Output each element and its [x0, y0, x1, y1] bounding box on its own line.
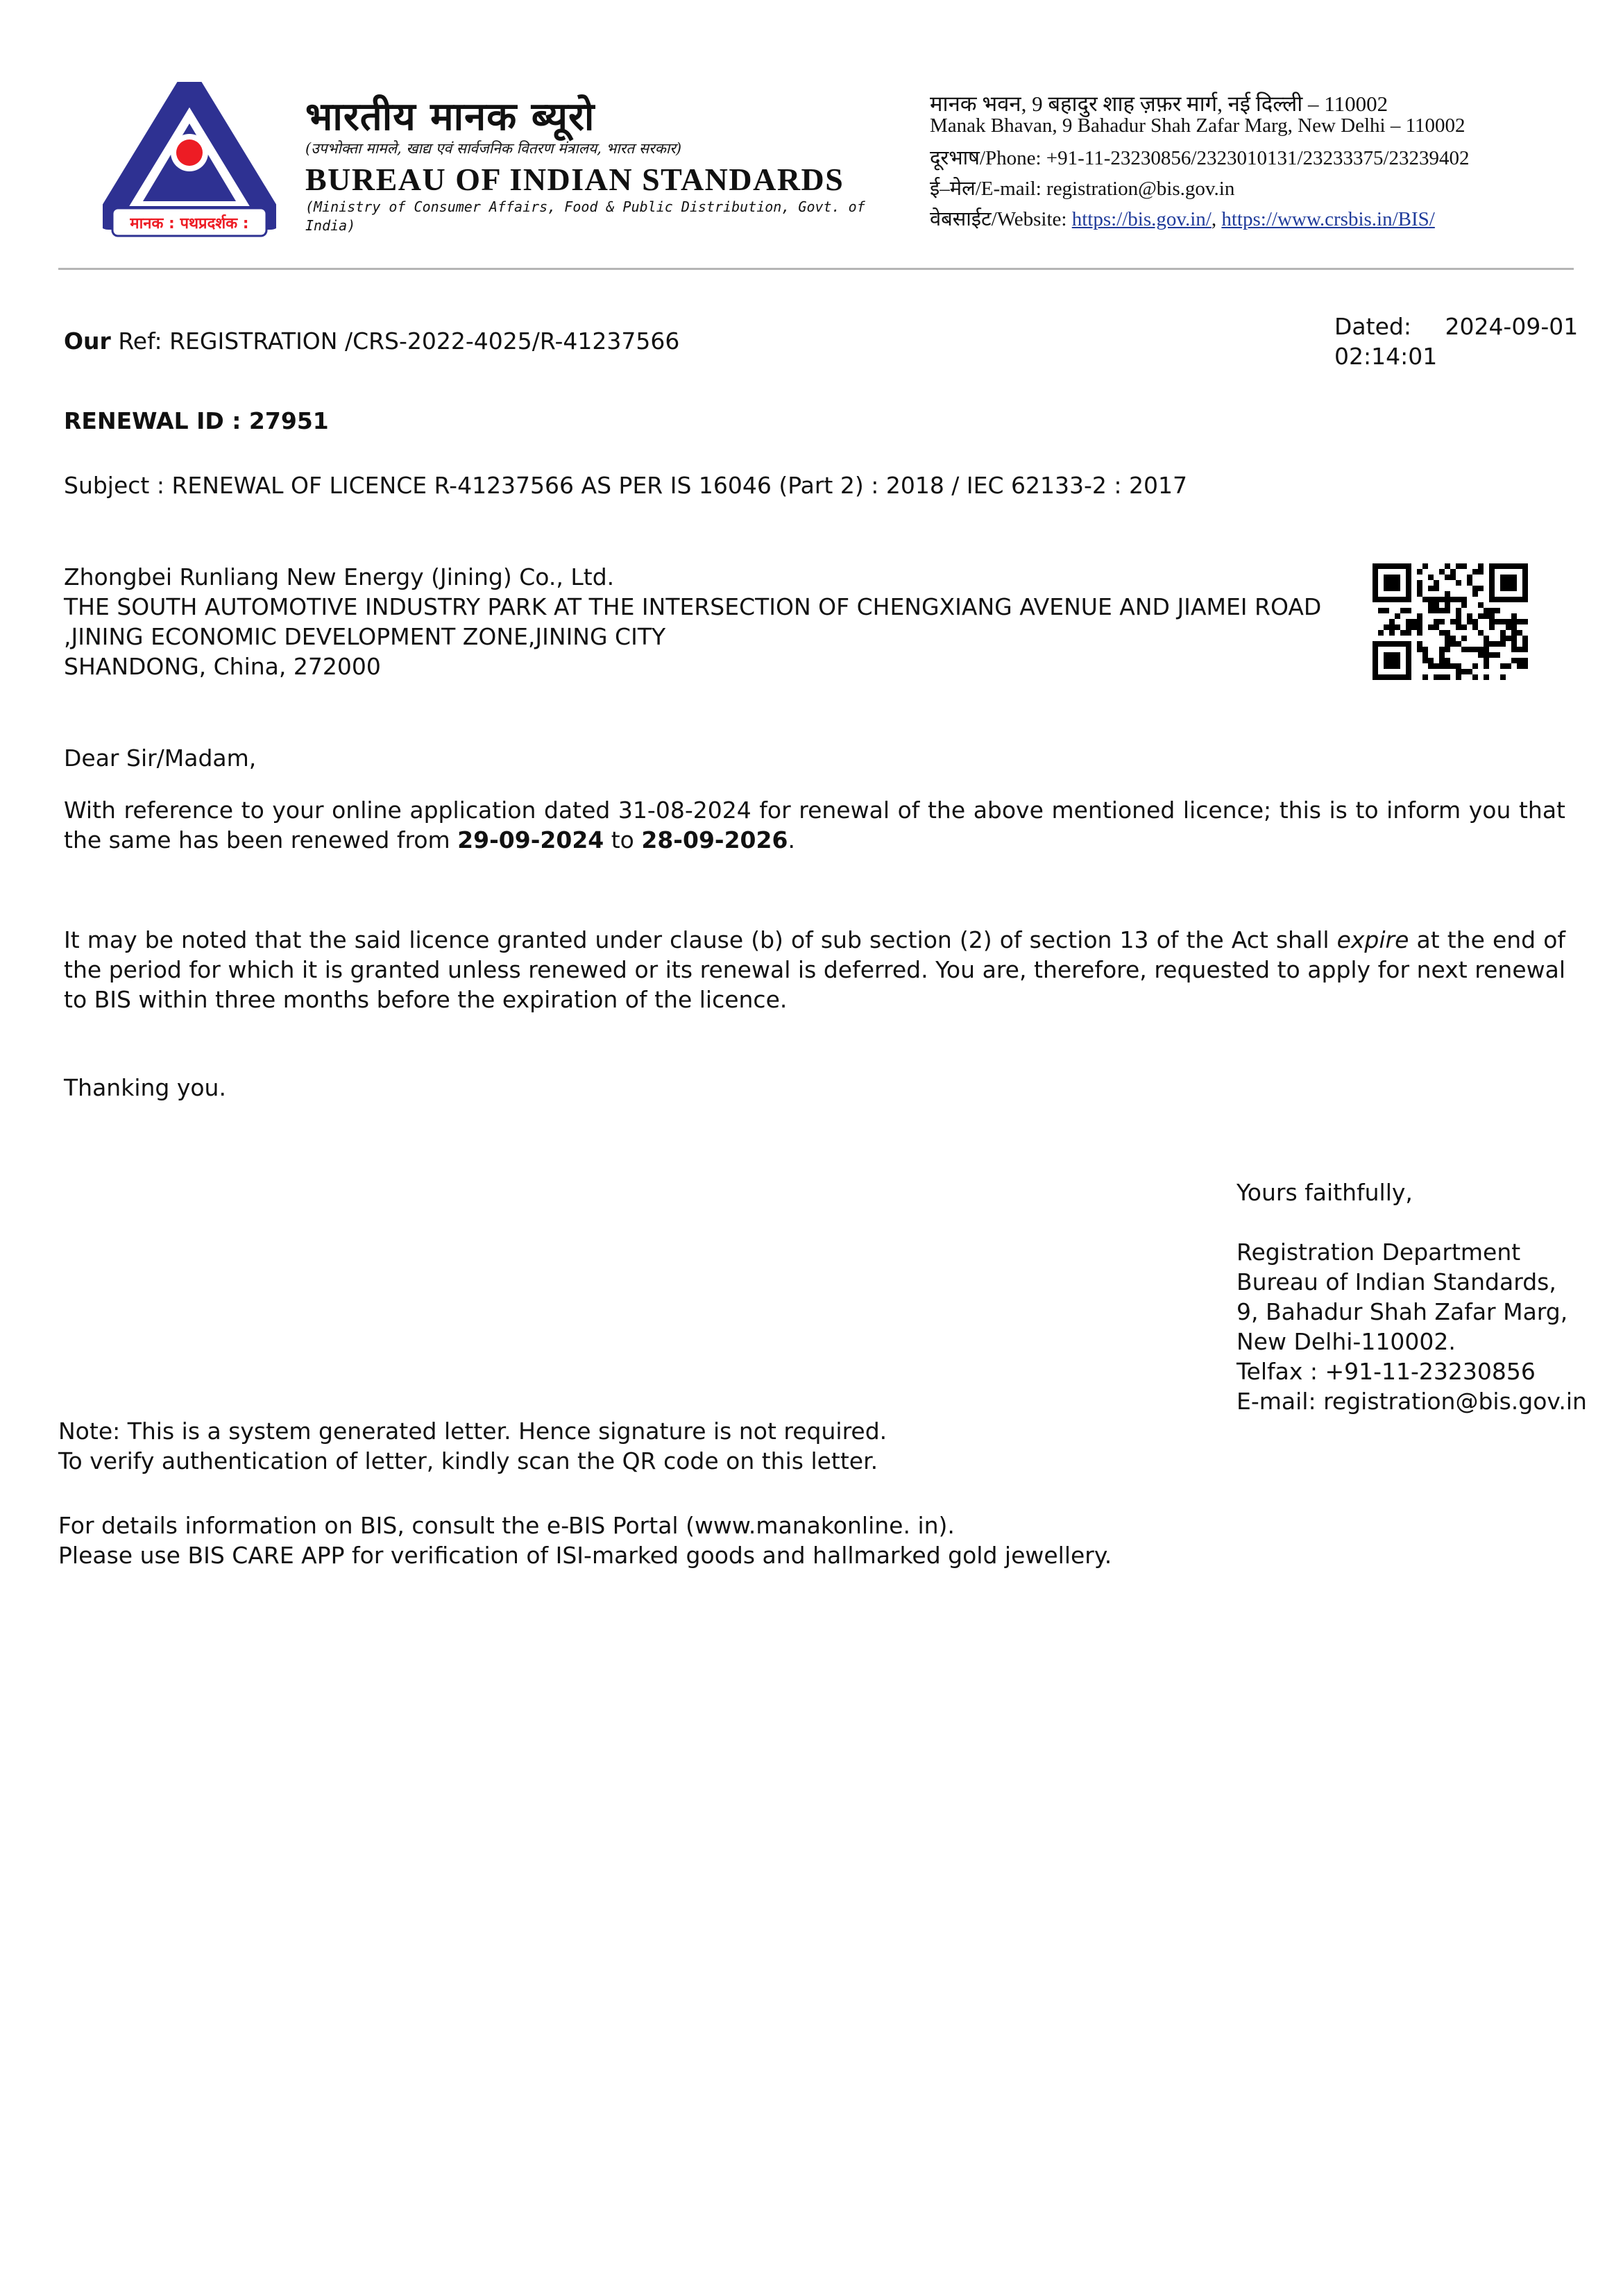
paragraph-expiry	[64, 925, 1565, 1014]
note-line-1: Note: This is a system generated letter. Hence signature is not required.	[58, 1418, 887, 1445]
addressee-line-2: ,JINING ECONOMIC DEVELOPMENT ZONE,JINING CITY	[64, 623, 666, 650]
reference-line	[64, 326, 679, 356]
phone-line	[930, 144, 1470, 171]
website-line	[930, 205, 1435, 232]
paragraph-renewal	[64, 795, 1565, 855]
renewal-from-date: 29-09-2024	[457, 826, 604, 853]
addressee-company: Zhongbei Runliang New Energy (Jining) Co., Ltd.	[64, 563, 615, 590]
phone-number: +91-11-23230856/2323010131/23233375/23239402	[1046, 147, 1470, 169]
renewal-id: RENEWAL ID : 27951	[64, 407, 329, 434]
paragraph-renewal-to: to	[604, 826, 642, 853]
logo-caption: मानक : पथप्रदर्शक :	[130, 215, 249, 232]
website-separator: ,	[1211, 208, 1217, 230]
signature-line-1: Registration Department	[1237, 1239, 1521, 1266]
email-label: ई–मेल/E-mail:	[930, 178, 1042, 200]
header-divider	[58, 268, 1574, 270]
signature-line-5: Telfax : +91-11-23230856	[1237, 1358, 1536, 1385]
subject-line: Subject : RENEWAL OF LICENCE R-41237566 AS PER IS 16046 (Part 2) : 2018 / IEC 62133-2 : 2017	[64, 472, 1187, 499]
website-label: वेबसाईट/Website:	[930, 208, 1067, 230]
phone-label: दूरभाष/Phone:	[930, 147, 1042, 169]
signature-line-2: Bureau of Indian Standards,	[1237, 1268, 1556, 1295]
footer-line-2: Please use BIS CARE APP for verification of ISI-marked goods and hallmarked gold jewellery.	[58, 1542, 1112, 1569]
thanks-line: Thanking you.	[64, 1074, 226, 1101]
footer-line-1: For details information on BIS, consult the e-BIS Portal (www.manakonline. in).	[58, 1512, 955, 1539]
website-link-crsbis[interactable]: https://www.crsbis.in/BIS/	[1221, 208, 1435, 230]
website-link-bis[interactable]: https://bis.gov.in/	[1071, 208, 1212, 230]
email-line	[930, 174, 1234, 201]
qr-code	[1373, 563, 1528, 680]
dated-date: 2024-09-01	[1445, 313, 1579, 340]
paragraph-expiry-text: It may be noted that the said licence granted under clause (b) of sub section (2) of section 13 of the Act shall	[64, 926, 1337, 953]
note-line-2: To verify authentication of letter, kindly scan the QR code on this letter.	[58, 1447, 878, 1474]
paragraph-expiry-rest: at the end of the period for which it is granted unless renewed or its renewal is deferred. You are, therefore, requested to apply for next renewal to BIS within three months before the expiration of the licence.	[64, 926, 1566, 1013]
dated-time: 02:14:01	[1334, 343, 1438, 370]
signature-line-4: New Delhi-110002.	[1237, 1328, 1456, 1355]
addressee-line-1: THE SOUTH AUTOMOTIVE INDUSTRY PARK AT THE INTERSECTION OF CHENGXIANG AVENUE AND JIAMEI ROAD	[64, 593, 1322, 620]
expire-emphasis: expire	[1336, 926, 1409, 953]
address-english: Manak Bhavan, 9 Bahadur Shah Zafar Marg, New Delhi – 110002	[930, 114, 1465, 137]
reference-text: Ref: REGISTRATION /CRS-2022-4025/R-41237566	[118, 328, 680, 355]
paragraph-renewal-text: With reference to your online application dated 31-08-2024 for renewal of the above mentioned licence; this is to inform you that the same has been renewed from	[64, 797, 1565, 853]
bis-logo	[103, 82, 276, 240]
closing-line: Yours faithfully,	[1237, 1179, 1413, 1206]
signature-line-6: E-mail: registration@bis.gov.in	[1237, 1388, 1587, 1415]
hindi-subtitle: (उपभोक्ता मामले, खाद्य एवं सार्वजनिक वितरण मंत्रालय, भारत सरकार)	[305, 140, 682, 157]
english-title: BUREAU OF INDIAN STANDARDS	[305, 162, 844, 197]
salutation: Dear Sir/Madam,	[64, 745, 257, 772]
reference-prefix: Our	[64, 328, 111, 355]
english-subtitle: (Ministry of Consumer Affairs, Food & Public Distribution, Govt. of India)	[305, 198, 865, 234]
hindi-title: भारतीय मानक ब्यूरो	[305, 94, 595, 139]
addressee-line-3: SHANDONG, China, 272000	[64, 653, 381, 680]
signature-line-3: 9, Bahadur Shah Zafar Marg,	[1237, 1298, 1568, 1325]
address-hindi: मानक भवन, 9 बहादुर शाह ज़फ़र मार्ग, नई दिल्ली – 110002	[930, 92, 1388, 116]
email-address[interactable]: registration@bis.gov.in	[1046, 178, 1235, 200]
dated-label: Dated:	[1334, 313, 1411, 340]
paragraph-renewal-end: .	[788, 826, 795, 853]
renewal-to-date: 28-09-2026	[641, 826, 788, 853]
dated-line	[1334, 312, 1578, 341]
